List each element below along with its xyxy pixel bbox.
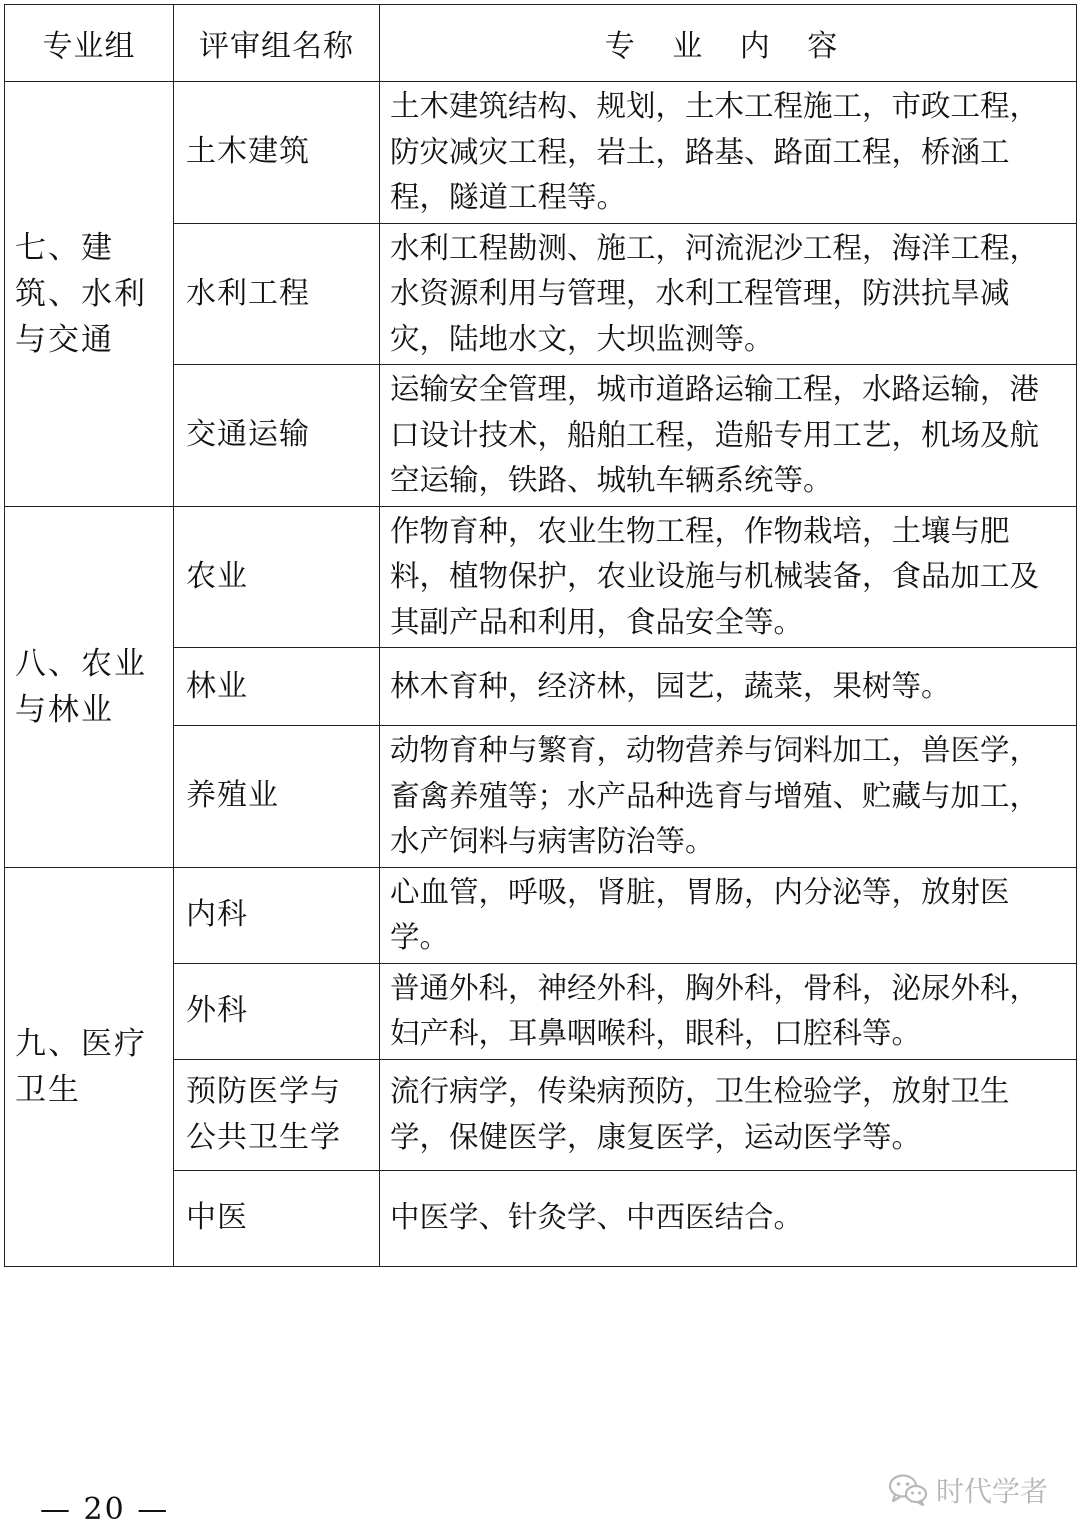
content-cell: 心血管，呼吸，肾脏，胃肠，内分泌等，放射医学。 [380, 867, 1077, 963]
specialty-table-container [4, 4, 1076, 1267]
content-cell: 动物育种与繁育，动物营养与饲料加工，兽医学，畜禽养殖等；水产品种选育与增殖、贮藏与加工，水产饲料与病害防治等。 [380, 726, 1077, 868]
watermark [888, 1470, 1048, 1510]
table-row [5, 867, 1077, 963]
table-row [5, 506, 1077, 648]
panel-name-cell: 林业 [174, 648, 380, 726]
panel-name-cell: 预防医学与公共卫生学 [174, 1059, 380, 1170]
panel-name-cell: 养殖业 [174, 726, 380, 868]
content-cell: 流行病学，传染病预防，卫生检验学，放射卫生学，保健医学，康复医学，运动医学等。 [380, 1059, 1077, 1170]
watermark-text: 时代学者 [936, 1475, 1049, 1508]
panel-name-cell: 外科 [174, 963, 380, 1059]
content-cell: 普通外科，神经外科，胸外科，骨科，泌尿外科，妇产科，耳鼻咽喉科，眼科，口腔科等。 [380, 963, 1077, 1059]
content-cell: 土木建筑结构、规划，土木工程施工，市政工程，防灾减灾工程，岩土，路基、路面工程，桥涵工程，隧道工程等。 [380, 82, 1077, 224]
panel-name-cell: 水利工程 [174, 223, 380, 365]
content-cell: 运输安全管理，城市道路运输工程，水路运输，港口设计技术，船舶工程，造船专用工艺，机场及航空运输，铁路、城轨车辆系统等。 [380, 365, 1077, 507]
content-cell: 作物育种，农业生物工程，作物栽培，土壤与肥料，植物保护，农业设施与机械装备，食品加工及其副产品和利用，食品安全等。 [380, 506, 1077, 648]
content-cell: 林木育种，经济林，园艺，蔬菜，果树等。 [380, 648, 1077, 726]
table-header-row [5, 5, 1077, 82]
panel-name-cell: 土木建筑 [174, 82, 380, 224]
content-cell: 水利工程勘测、施工，河流泥沙工程，海洋工程，水资源利用与管理，水利工程管理，防洪抗旱减灾，陆地水文，大坝监测等。 [380, 223, 1077, 365]
panel-name-cell: 农业 [174, 506, 380, 648]
panel-name-cell: 中医 [174, 1170, 380, 1266]
content-cell: 中医学、针灸学、中西医结合。 [380, 1170, 1077, 1266]
group-cell: 七、建筑、水利与交通 [5, 82, 174, 507]
group-cell: 九、医疗卫生 [5, 867, 174, 1266]
header-group: 专业组 [5, 5, 174, 82]
panel-name-cell: 交通运输 [174, 365, 380, 507]
specialty-table [4, 4, 1077, 1267]
wechat-icon [888, 1473, 928, 1507]
panel-name-cell: 内科 [174, 867, 380, 963]
group-cell: 八、农业与林业 [5, 506, 174, 867]
header-content: 专 业 内 容 [380, 5, 1077, 82]
page-number: — 20 — [40, 1492, 170, 1527]
header-panel-name: 评审组名称 [174, 5, 380, 82]
table-row [5, 82, 1077, 224]
